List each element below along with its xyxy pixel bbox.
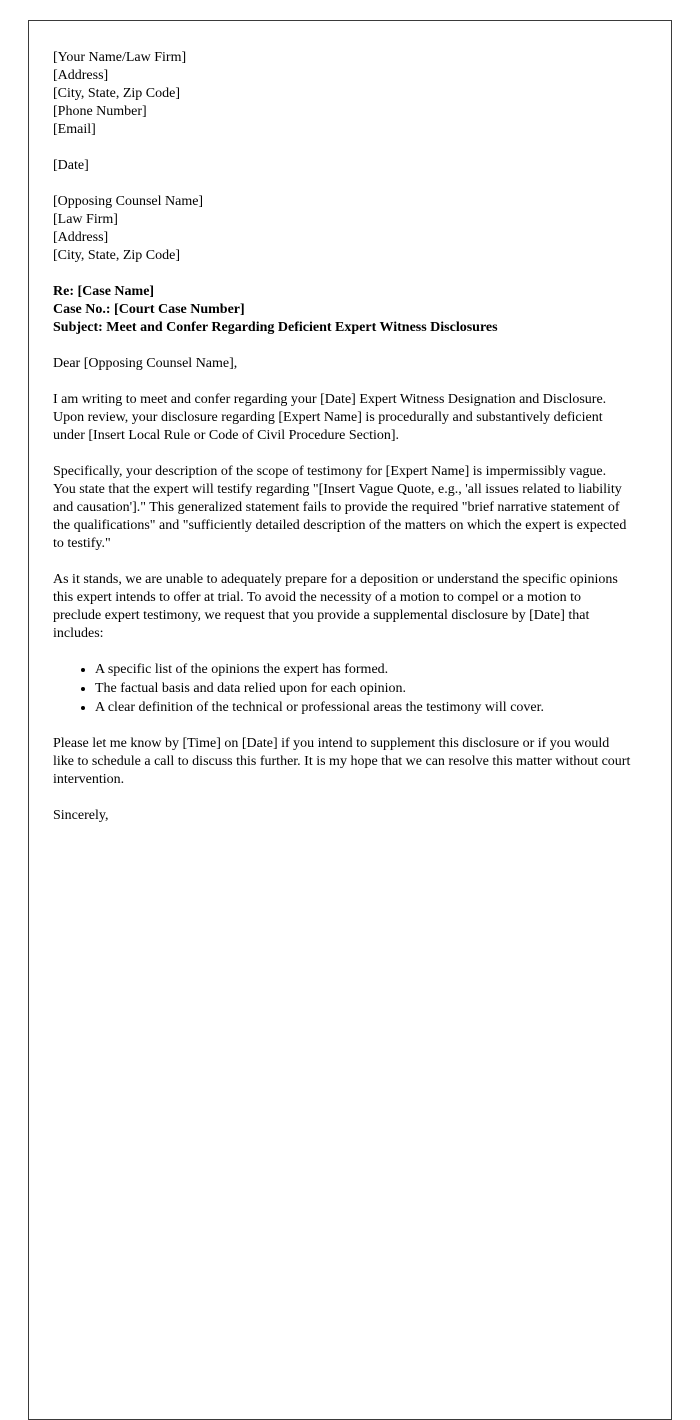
recipient-address-block — [53, 193, 631, 265]
re-case-name-line: Re: [Case Name] — [53, 284, 155, 299]
body-paragraph-3: As it stands, we are unable to adequately prepare for a deposition or understand the specific opinions this expert intends to offer at trial. To avoid the necessity of a motion to compel or a motion to preclude expert testimony, we request that you provide a supplemental disclosure by [Date] that includes: — [53, 572, 618, 641]
sender-email-line: [Email] — [53, 122, 96, 137]
date-line: [Date] — [53, 158, 89, 173]
letter-page — [28, 20, 672, 1420]
sender-address-line: [Address] — [53, 68, 109, 83]
reference-block — [53, 283, 631, 337]
date-block — [53, 157, 631, 175]
request-bullet-list — [53, 661, 631, 717]
subject-line: Subject: Meet and Confer Regarding Deficient Expert Witness Disclosures — [53, 320, 498, 335]
recipient-address-line: [Address] — [53, 230, 109, 245]
recipient-name-line: [Opposing Counsel Name] — [53, 194, 204, 209]
sender-phone-line: [Phone Number] — [53, 104, 147, 119]
closing-paragraph: Please let me know by [Time] on [Date] if you intend to supplement this disclosure or if you would like to schedule a call to discuss this further. It is my hope that we can resolve this matter without court intervention. — [53, 736, 631, 787]
case-number-line: Case No.: [Court Case Number] — [53, 302, 245, 317]
sender-city-line: [City, State, Zip Code] — [53, 86, 181, 101]
bullet-item-factual-basis: • The factual basis and data relied upon for each opinion. — [95, 680, 631, 698]
sender-name-line: [Your Name/Law Firm] — [53, 50, 187, 65]
body-paragraph-2: Specifically, your description of the scope of testimony for [Expert Name] is impermissibly vague. You state that the expert will testify regarding "[Insert Vague Quote, e.g., 'all issues related to liability and causation']." This generalized statement fails to provide the required "brief narrative statement of the qualifications" and "sufficiently detailed description of the matters on which the expert is expected to testify." — [53, 464, 627, 551]
bullet-item-opinions: • A specific list of the opinions the expert has formed. — [95, 661, 631, 679]
recipient-city-line: [City, State, Zip Code] — [53, 248, 181, 263]
recipient-firm-line: [Law Firm] — [53, 212, 118, 227]
salutation: Dear [Opposing Counsel Name], — [53, 356, 238, 371]
body-paragraph-1: I am writing to meet and confer regarding your [Date] Expert Witness Designation and Disclosure. Upon review, your disclosure regarding [Expert Name] is procedurally and substantively deficient under [Insert Local Rule or Code of Civil Procedure Section]. — [53, 392, 607, 443]
signoff-line: Sincerely, — [53, 808, 109, 823]
sender-address-block — [53, 49, 631, 139]
bullet-item-definition: • A clear definition of the technical or professional areas the testimony will cover. — [95, 699, 631, 717]
